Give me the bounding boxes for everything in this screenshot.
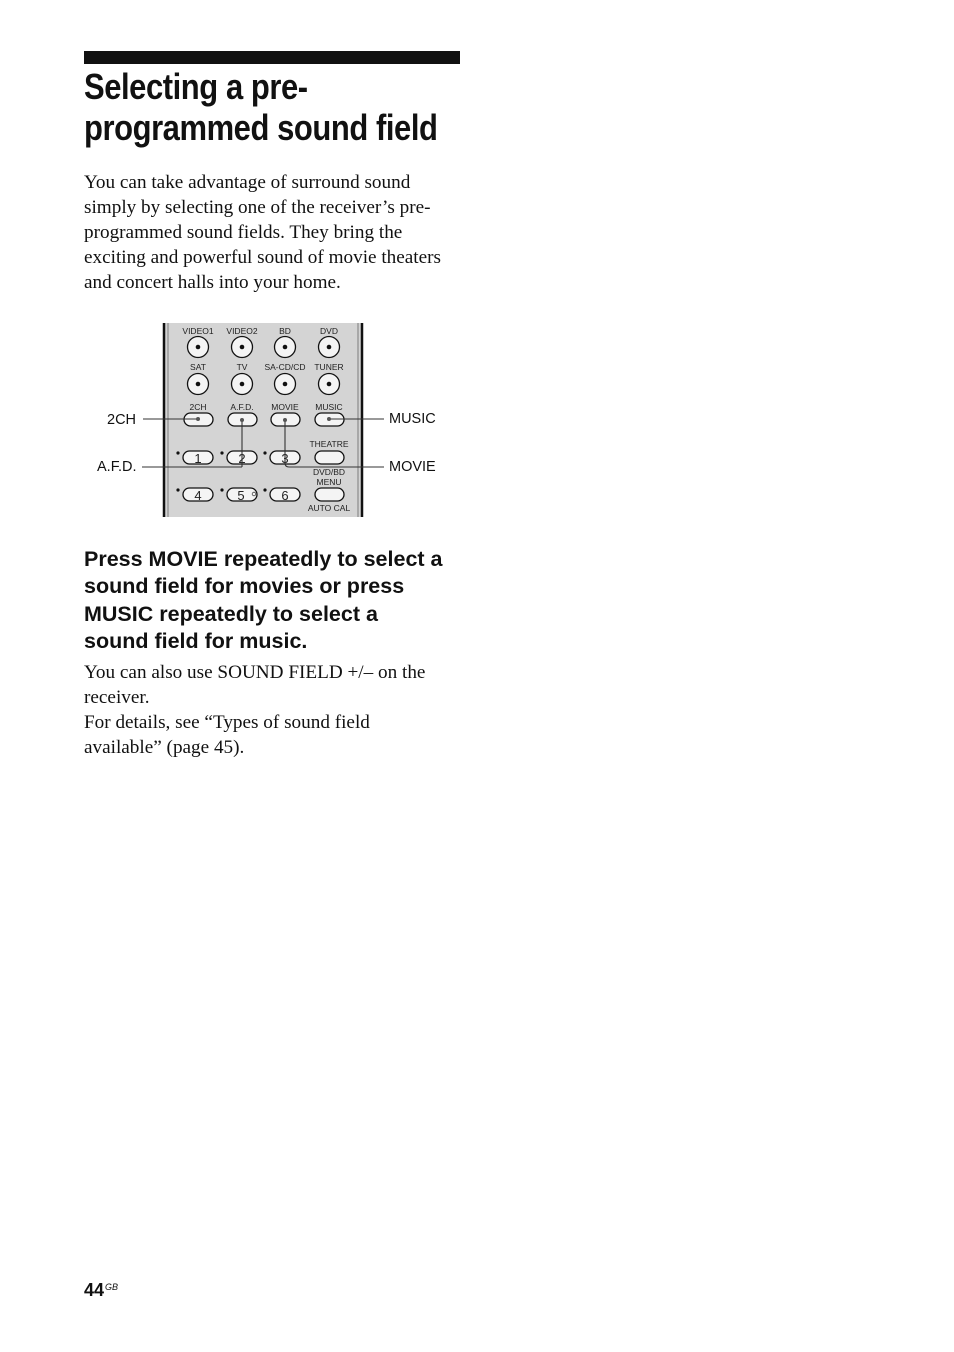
theatre-button[interactable] — [315, 451, 344, 464]
remote-label-2ch: 2CH — [189, 402, 207, 412]
remote-label-dvd: DVD — [320, 326, 338, 336]
intro-line: You can take advantage of surround sound — [84, 172, 411, 193]
digit-2-label: 2 — [238, 451, 246, 466]
remote-label-menu: MENU — [316, 477, 342, 487]
remote-label-dvd-bd: DVD/BD — [312, 467, 346, 477]
body-line: You can also use SOUND FIELD +/– on the — [84, 662, 426, 683]
dvd-menu-button[interactable] — [315, 488, 344, 501]
title-rule — [84, 51, 460, 64]
body-line: For details, see “Types of sound field — [84, 712, 370, 733]
body-line: receiver. — [84, 687, 150, 708]
title-line: Selecting a pre- — [84, 66, 308, 107]
callout-2ch: 2CH — [107, 412, 137, 428]
step-heading-line: sound field for music. — [84, 628, 308, 653]
remote-label-afd: A.F.D. — [230, 402, 254, 412]
remote-illustration — [90, 320, 450, 520]
callout-afd: A.F.D. — [97, 459, 137, 475]
step-body — [84, 660, 462, 760]
title-line: programmed sound field — [84, 107, 438, 148]
remote-label-video2: VIDEO2 — [226, 326, 258, 336]
intro-line: exciting and powerful sound of movie theaters — [84, 247, 442, 268]
page-title — [84, 66, 438, 148]
page-number — [84, 1280, 118, 1301]
step-heading-line: Press MOVIE repeatedly to select a — [84, 547, 443, 571]
digit-1-label: 1 — [194, 451, 202, 466]
callout-music: MUSIC — [389, 411, 436, 427]
remote-label-bd: BD — [279, 326, 291, 336]
intro-line: simply by selecting one of the receiver’s pre- — [84, 197, 431, 218]
page-number-suffix: GB — [105, 1282, 119, 1292]
callout-movie: MOVIE — [389, 459, 436, 475]
remote-label-tuner: TUNER — [314, 362, 344, 372]
digit-6-label: 6 — [281, 488, 289, 503]
remote-label-tv: TV — [236, 362, 248, 372]
intro-line: programmed sound fields. They bring the — [84, 222, 403, 243]
body-line: available” (page 45). — [84, 737, 245, 758]
remote-label-sacd: SA-CD/CD — [264, 362, 306, 372]
page-number-value: 44 — [84, 1280, 105, 1300]
step-heading-line: MUSIC repeatedly to select a — [84, 601, 378, 626]
digit-4-label: 4 — [194, 488, 202, 503]
intro-line: and concert halls into your home. — [84, 272, 341, 293]
step-heading — [84, 546, 474, 655]
step-heading-line: sound field for movies or press — [84, 574, 405, 599]
remote-label-music: MUSIC — [315, 402, 343, 412]
remote-label-sat: SAT — [190, 362, 206, 372]
remote-label-video1: VIDEO1 — [182, 326, 214, 336]
digit-3-label: 3 — [281, 451, 289, 466]
remote-label-movie: MOVIE — [271, 402, 299, 412]
remote-control-figure — [90, 320, 450, 520]
remote-label-theatre: THEATRE — [309, 439, 349, 449]
digit-5-label: 5 — [237, 488, 245, 503]
intro-paragraph — [84, 170, 462, 295]
remote-label-auto-cal: AUTO CAL — [307, 503, 351, 513]
